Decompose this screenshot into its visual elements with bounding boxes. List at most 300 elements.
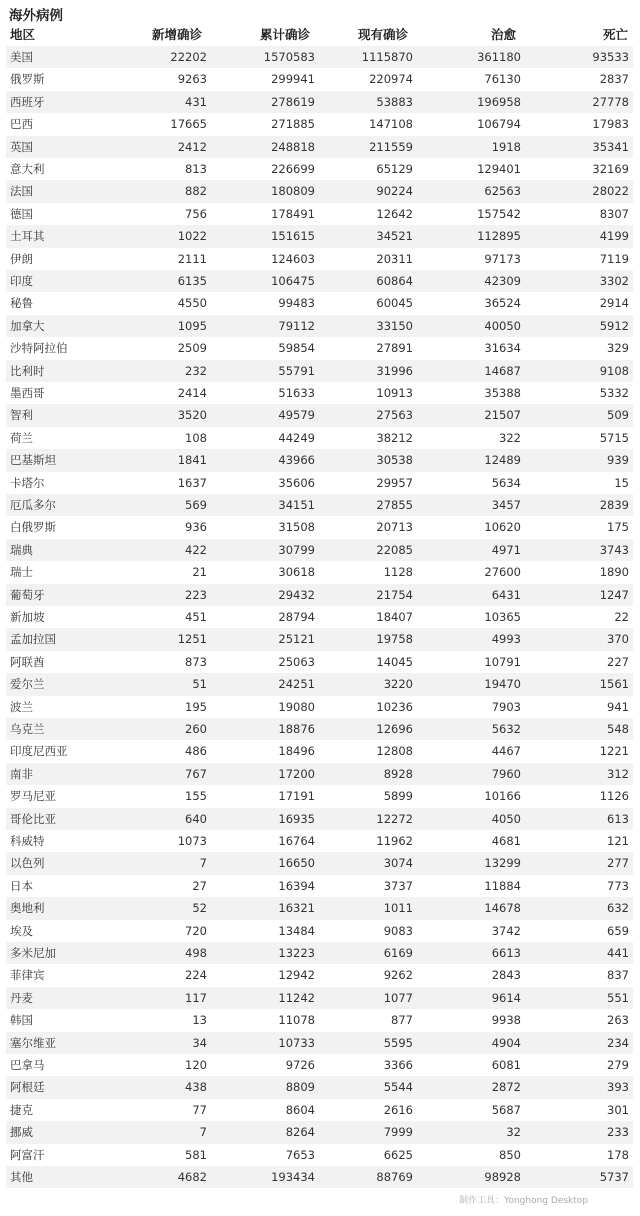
table-row[interactable] [6, 158, 633, 180]
cell-total-confirmed: 13484 [278, 923, 315, 938]
table-title: 海外病例 [9, 8, 63, 24]
table-row[interactable] [6, 292, 633, 314]
cell-deaths: 393 [607, 1080, 629, 1095]
cell-current-confirmed: 20713 [376, 520, 413, 535]
cell-current-confirmed: 19758 [376, 632, 413, 647]
table-row[interactable] [6, 808, 633, 830]
table-row[interactable] [6, 696, 633, 718]
cell-region: 比利时 [10, 363, 45, 378]
cell-total-confirmed: 25121 [278, 632, 315, 647]
cell-new-confirmed: 260 [185, 722, 207, 736]
cell-recovered: 4681 [491, 834, 521, 848]
cell-recovered: 196958 [477, 94, 521, 109]
cell-total-confirmed: 25063 [278, 654, 315, 669]
table-header [0, 24, 640, 46]
header-region[interactable]: 地区 [10, 27, 36, 42]
cell-current-confirmed: 9262 [383, 968, 413, 983]
cell-total-confirmed: 55791 [278, 363, 315, 378]
cell-deaths: 1561 [599, 677, 629, 692]
cell-deaths: 35341 [592, 139, 629, 154]
cell-recovered: 97173 [484, 251, 521, 266]
table-row[interactable] [6, 1166, 633, 1188]
table-row[interactable] [6, 225, 633, 247]
cell-deaths: 15 [614, 475, 629, 490]
cell-total-confirmed: 9726 [285, 1058, 315, 1072]
table-row[interactable] [6, 1076, 633, 1098]
cell-current-confirmed: 1077 [383, 990, 413, 1005]
cell-recovered: 6613 [491, 946, 521, 960]
cell-total-confirmed: 59854 [278, 341, 315, 356]
cell-recovered: 4050 [491, 811, 521, 826]
cell-new-confirmed: 486 [185, 744, 207, 759]
cell-region: 巴基斯坦 [10, 453, 56, 468]
cell-deaths: 279 [607, 1058, 629, 1072]
table-row[interactable] [6, 46, 633, 68]
table-row[interactable] [6, 315, 633, 337]
table-row[interactable] [6, 718, 633, 740]
cell-total-confirmed: 18496 [278, 744, 315, 759]
cell-current-confirmed: 9083 [383, 923, 413, 938]
cell-new-confirmed: 431 [185, 94, 207, 109]
table-row[interactable] [6, 337, 633, 359]
cell-deaths: 178 [607, 1147, 629, 1162]
cell-region: 厄瓜多尔 [10, 498, 56, 512]
table-row[interactable] [6, 427, 633, 449]
cell-deaths: 93533 [592, 50, 629, 64]
cell-total-confirmed: 299941 [271, 72, 315, 87]
cell-region: 阿联酋 [10, 654, 45, 669]
cell-region: 卡塔尔 [10, 475, 45, 490]
cell-recovered: 129401 [477, 162, 521, 176]
table-row[interactable] [6, 270, 633, 292]
cell-new-confirmed: 223 [185, 587, 207, 602]
table-row[interactable] [6, 875, 633, 897]
cell-recovered: 10791 [484, 654, 521, 669]
table-row[interactable] [6, 942, 633, 964]
table-row[interactable] [6, 964, 633, 986]
cell-region: 西班牙 [10, 94, 45, 109]
cell-recovered: 42309 [484, 274, 521, 288]
cell-region: 俄罗斯 [10, 72, 45, 87]
cell-recovered: 3742 [491, 923, 521, 938]
cell-recovered: 4971 [491, 542, 521, 557]
cell-current-confirmed: 6169 [383, 946, 413, 960]
cell-region: 阿富汗 [10, 1147, 45, 1162]
cell-deaths: 3743 [599, 542, 629, 557]
cell-current-confirmed: 21754 [376, 587, 413, 602]
cell-new-confirmed: 569 [185, 498, 207, 512]
cell-region: 巴西 [10, 117, 33, 132]
cell-new-confirmed: 451 [185, 610, 207, 624]
header-recovered[interactable]: 治愈 [490, 27, 516, 42]
cell-total-confirmed: 16321 [278, 901, 315, 916]
cell-deaths: 234 [607, 1035, 629, 1050]
cell-total-confirmed: 19080 [278, 699, 315, 714]
cell-recovered: 5687 [491, 1102, 521, 1117]
cell-total-confirmed: 7653 [285, 1147, 315, 1162]
cell-total-confirmed: 17200 [278, 766, 315, 781]
cell-total-confirmed: 30799 [278, 542, 315, 557]
cell-total-confirmed: 79112 [278, 318, 315, 333]
cell-total-confirmed: 29432 [278, 587, 315, 602]
cell-new-confirmed: 7 [199, 1125, 207, 1140]
cell-recovered: 7903 [491, 699, 521, 714]
cell-total-confirmed: 248818 [271, 139, 315, 154]
cell-region: 阿根廷 [10, 1080, 45, 1095]
cell-new-confirmed: 7 [199, 856, 207, 871]
cell-total-confirmed: 35606 [278, 475, 315, 490]
cell-current-confirmed: 12696 [376, 722, 413, 736]
cell-current-confirmed: 60864 [376, 274, 413, 288]
cell-new-confirmed: 195 [185, 699, 207, 714]
cell-deaths: 28022 [592, 184, 629, 199]
cell-recovered: 12489 [484, 453, 521, 468]
cell-region: 德国 [10, 206, 33, 221]
cell-region: 韩国 [10, 1013, 33, 1028]
cell-new-confirmed: 34 [192, 1035, 207, 1050]
table-row[interactable] [6, 472, 633, 494]
cell-new-confirmed: 1841 [177, 453, 207, 468]
cell-new-confirmed: 873 [185, 654, 207, 669]
cell-deaths: 22 [614, 610, 629, 624]
cell-recovered: 19470 [484, 677, 521, 692]
cell-current-confirmed: 31996 [376, 363, 413, 378]
cell-current-confirmed: 1115870 [361, 50, 413, 64]
cell-region: 挪威 [10, 1125, 33, 1140]
table-row[interactable] [6, 113, 633, 135]
cell-deaths: 632 [607, 901, 629, 916]
cell-deaths: 263 [607, 1013, 629, 1028]
cell-recovered: 157542 [477, 206, 521, 221]
cell-current-confirmed: 5595 [383, 1035, 413, 1050]
cell-recovered: 13299 [484, 856, 521, 871]
cell-recovered: 10166 [484, 789, 521, 804]
cell-deaths: 659 [607, 923, 629, 938]
cell-current-confirmed: 90224 [376, 184, 413, 199]
header-total-confirmed[interactable]: 累计确诊 [259, 27, 310, 42]
cell-current-confirmed: 18407 [376, 610, 413, 624]
cell-deaths: 5737 [599, 1170, 629, 1184]
cell-new-confirmed: 882 [185, 184, 207, 199]
cell-recovered: 4467 [491, 744, 521, 759]
table-row[interactable] [6, 673, 633, 695]
cell-new-confirmed: 9263 [177, 72, 207, 87]
table-row[interactable] [6, 561, 633, 583]
cell-new-confirmed: 51 [192, 677, 207, 692]
cell-new-confirmed: 232 [185, 363, 207, 378]
table-row[interactable] [6, 606, 633, 628]
cell-new-confirmed: 1251 [177, 632, 207, 647]
cell-region: 巴拿马 [10, 1058, 45, 1072]
cell-total-confirmed: 13223 [278, 946, 315, 960]
table-row[interactable] [6, 987, 633, 1009]
cell-region: 罗马尼亚 [10, 789, 56, 804]
cell-deaths: 3302 [599, 274, 629, 288]
cell-recovered: 850 [499, 1147, 521, 1162]
cell-total-confirmed: 226699 [271, 162, 315, 176]
table-row[interactable] [6, 539, 633, 561]
cell-region: 印度尼西亚 [10, 744, 68, 759]
cell-region: 瑞士 [10, 565, 33, 580]
cell-region: 南非 [10, 766, 33, 781]
cell-current-confirmed: 1011 [383, 901, 413, 916]
table-row[interactable] [6, 785, 633, 807]
table-row[interactable] [6, 1009, 633, 1031]
table-row[interactable] [6, 248, 633, 270]
cell-deaths: 773 [607, 878, 629, 893]
cell-recovered: 3457 [491, 498, 521, 512]
cell-recovered: 11884 [484, 878, 521, 893]
cell-region: 墨西哥 [10, 386, 45, 400]
cell-new-confirmed: 720 [185, 923, 207, 938]
table-row[interactable] [6, 830, 633, 852]
cell-region: 日本 [10, 878, 33, 893]
cell-region: 其他 [10, 1170, 33, 1184]
cell-deaths: 370 [607, 632, 629, 647]
table-row[interactable] [6, 1054, 633, 1076]
cell-region: 新加坡 [10, 610, 45, 624]
cell-new-confirmed: 27 [192, 878, 207, 893]
cell-deaths: 5912 [599, 318, 629, 333]
cell-total-confirmed: 30618 [278, 565, 315, 580]
cell-current-confirmed: 877 [391, 1013, 413, 1028]
cell-region: 沙特阿拉伯 [10, 341, 68, 356]
cell-region: 多米尼加 [10, 946, 56, 960]
table-row[interactable] [6, 494, 633, 516]
cell-region: 菲律宾 [10, 968, 45, 983]
cell-current-confirmed: 60045 [376, 296, 413, 311]
cell-current-confirmed: 7999 [383, 1125, 413, 1140]
header-current-confirmed[interactable]: 现有确诊 [357, 27, 408, 42]
cell-deaths: 1126 [599, 789, 629, 804]
cell-current-confirmed: 34521 [376, 229, 413, 244]
cell-recovered: 2843 [491, 968, 521, 983]
cell-region: 秘鲁 [10, 296, 33, 311]
cell-recovered: 62563 [484, 184, 521, 199]
table-row[interactable] [6, 920, 633, 942]
cell-new-confirmed: 640 [185, 811, 207, 826]
cell-deaths: 548 [607, 722, 629, 736]
cell-current-confirmed: 38212 [376, 430, 413, 445]
cell-new-confirmed: 108 [185, 430, 207, 445]
table-row[interactable] [6, 852, 633, 874]
cell-deaths: 175 [607, 520, 629, 535]
cell-recovered: 4904 [491, 1035, 521, 1050]
cell-new-confirmed: 767 [185, 766, 207, 781]
table-row[interactable] [6, 360, 633, 382]
cell-new-confirmed: 936 [185, 520, 207, 535]
table-row[interactable] [6, 1144, 633, 1166]
cell-total-confirmed: 16650 [278, 856, 315, 871]
cell-new-confirmed: 6135 [177, 274, 207, 288]
cell-current-confirmed: 65129 [376, 162, 413, 176]
cell-region: 智利 [10, 408, 33, 423]
cell-current-confirmed: 12642 [376, 206, 413, 221]
cell-new-confirmed: 52 [192, 901, 207, 916]
cell-deaths: 329 [607, 341, 629, 356]
cell-deaths: 7119 [599, 251, 629, 266]
cell-total-confirmed: 178491 [271, 206, 315, 221]
cell-recovered: 7960 [491, 766, 521, 781]
cell-total-confirmed: 34151 [278, 498, 315, 512]
table-row[interactable] [6, 897, 633, 919]
table-row[interactable] [6, 68, 633, 90]
cell-new-confirmed: 2414 [177, 386, 207, 400]
table-row[interactable] [6, 1099, 633, 1121]
cell-region: 加拿大 [10, 318, 45, 333]
cell-recovered: 1918 [491, 139, 521, 154]
table-row[interactable] [6, 516, 633, 538]
cell-deaths: 27778 [592, 94, 629, 109]
cell-deaths: 227 [607, 654, 629, 669]
cell-region: 爱尔兰 [10, 677, 45, 692]
cell-total-confirmed: 1570583 [263, 50, 315, 64]
cell-new-confirmed: 77 [192, 1102, 207, 1117]
cell-deaths: 939 [607, 453, 629, 468]
table-row[interactable] [6, 203, 633, 225]
header-new-confirmed[interactable]: 新增确诊 [151, 27, 202, 42]
cell-total-confirmed: 12942 [278, 968, 315, 983]
cell-total-confirmed: 44249 [278, 430, 315, 445]
cell-total-confirmed: 180809 [271, 184, 315, 199]
cell-new-confirmed: 756 [185, 206, 207, 221]
cell-deaths: 441 [607, 946, 629, 960]
cell-deaths: 5332 [599, 386, 629, 400]
cell-new-confirmed: 422 [185, 542, 207, 557]
cell-total-confirmed: 43966 [278, 453, 315, 468]
cell-new-confirmed: 22202 [170, 50, 207, 64]
cell-region: 以色列 [10, 856, 45, 871]
header-deaths[interactable]: 死亡 [602, 27, 628, 42]
cell-new-confirmed: 1022 [177, 229, 207, 244]
table-row[interactable] [6, 404, 633, 426]
cell-new-confirmed: 21 [192, 565, 207, 580]
cell-region: 法国 [10, 184, 33, 199]
table-row[interactable] [6, 449, 633, 471]
cell-region: 捷克 [10, 1102, 33, 1117]
cell-region: 土耳其 [10, 229, 45, 244]
table-row[interactable] [6, 1032, 633, 1054]
cell-recovered: 6431 [491, 587, 521, 602]
cell-region: 哥伦比亚 [10, 811, 56, 826]
cell-current-confirmed: 6625 [383, 1147, 413, 1162]
cell-recovered: 40050 [484, 318, 521, 333]
cell-recovered: 4993 [491, 632, 521, 647]
cell-current-confirmed: 147108 [369, 117, 413, 132]
cell-current-confirmed: 22085 [376, 542, 413, 557]
cell-deaths: 17983 [592, 117, 629, 132]
cell-deaths: 613 [607, 811, 629, 826]
cell-total-confirmed: 11078 [278, 1013, 315, 1028]
cell-current-confirmed: 11962 [376, 834, 413, 848]
cell-recovered: 5634 [491, 475, 521, 490]
cell-recovered: 106794 [477, 117, 521, 132]
cell-region: 荷兰 [10, 430, 33, 445]
cell-deaths: 941 [607, 699, 629, 714]
cell-new-confirmed: 17665 [170, 117, 207, 132]
table-row[interactable] [6, 584, 633, 606]
cell-region: 瑞典 [10, 542, 33, 557]
cell-current-confirmed: 29957 [376, 475, 413, 490]
cell-region: 伊朗 [10, 251, 33, 266]
cell-new-confirmed: 13 [192, 1013, 207, 1028]
cell-region: 波兰 [10, 699, 33, 714]
cell-new-confirmed: 4550 [177, 296, 207, 311]
cell-recovered: 35388 [484, 386, 521, 400]
cell-region: 丹麦 [10, 990, 33, 1005]
cell-deaths: 2914 [599, 296, 629, 311]
cell-new-confirmed: 2509 [177, 341, 207, 356]
cell-recovered: 322 [499, 430, 521, 445]
cell-region: 意大利 [10, 162, 45, 176]
cell-current-confirmed: 220974 [369, 72, 413, 87]
cell-region: 印度 [10, 274, 33, 288]
cell-current-confirmed: 5899 [383, 789, 413, 804]
cell-new-confirmed: 498 [185, 946, 207, 960]
cell-deaths: 8307 [599, 206, 629, 221]
cell-recovered: 14678 [484, 901, 521, 916]
table-row[interactable] [6, 1121, 633, 1143]
cell-recovered: 27600 [484, 565, 521, 580]
cell-region: 孟加拉国 [10, 632, 56, 647]
table-row[interactable] [6, 180, 633, 202]
table-row[interactable] [6, 651, 633, 673]
cell-region: 乌克兰 [10, 722, 45, 736]
table-row[interactable] [6, 91, 633, 113]
cell-deaths: 312 [607, 766, 629, 781]
cell-recovered: 31634 [484, 341, 521, 356]
cell-recovered: 10365 [484, 610, 521, 624]
cell-deaths: 233 [607, 1125, 629, 1140]
table-row[interactable] [6, 628, 633, 650]
cell-region: 白俄罗斯 [10, 520, 56, 535]
cell-deaths: 121 [607, 834, 629, 848]
cell-deaths: 277 [607, 856, 629, 871]
table-row[interactable] [6, 136, 633, 158]
cell-recovered: 14687 [484, 363, 521, 378]
cell-deaths: 1221 [599, 744, 629, 759]
cell-total-confirmed: 193434 [271, 1170, 315, 1184]
cell-region: 美国 [10, 50, 33, 64]
cell-recovered: 2872 [491, 1080, 521, 1095]
cell-deaths: 1247 [599, 587, 629, 602]
cell-current-confirmed: 33150 [376, 318, 413, 333]
cell-total-confirmed: 151615 [271, 229, 315, 244]
cell-recovered: 76130 [484, 72, 521, 87]
cell-current-confirmed: 2616 [383, 1102, 413, 1117]
cell-current-confirmed: 10236 [376, 699, 413, 714]
cell-total-confirmed: 18876 [278, 722, 315, 736]
cell-recovered: 9614 [491, 990, 521, 1005]
footer-credit: 制作工具：Yonghong Desktop [459, 1196, 588, 1206]
cell-new-confirmed: 2412 [177, 139, 207, 154]
table-row[interactable] [6, 740, 633, 762]
cell-recovered: 36524 [484, 296, 521, 311]
cell-current-confirmed: 14045 [376, 654, 413, 669]
cell-deaths: 2839 [599, 498, 629, 512]
cell-deaths: 5715 [599, 430, 629, 445]
cell-region: 塞尔维亚 [10, 1035, 56, 1050]
cell-total-confirmed: 99483 [278, 296, 315, 311]
cell-new-confirmed: 4682 [177, 1170, 207, 1184]
cell-deaths: 9108 [599, 363, 629, 378]
cell-deaths: 32169 [592, 162, 629, 176]
cell-deaths: 301 [607, 1102, 629, 1117]
cell-new-confirmed: 813 [185, 162, 207, 176]
table-row[interactable] [6, 763, 633, 785]
table-row[interactable] [6, 382, 633, 404]
cell-total-confirmed: 28794 [278, 610, 315, 624]
